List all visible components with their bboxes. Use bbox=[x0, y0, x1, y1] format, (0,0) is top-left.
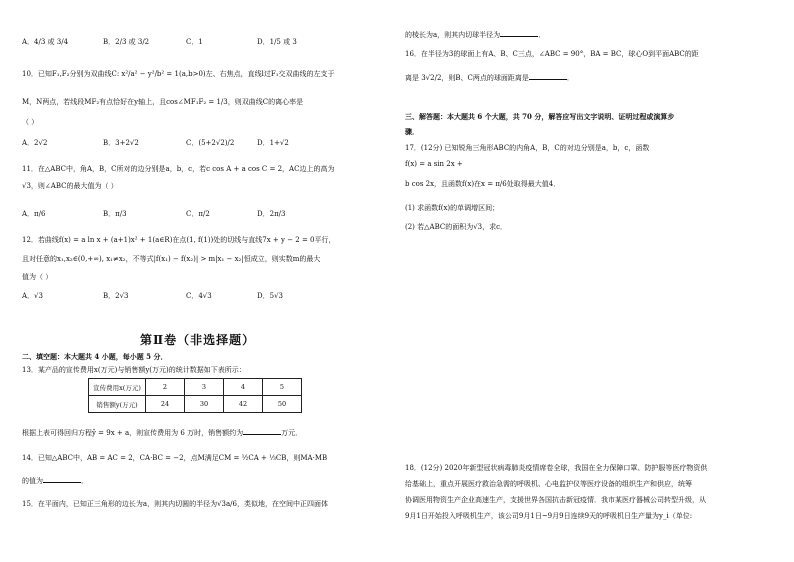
table-cell: 24 bbox=[146, 396, 185, 413]
q10-option-c: C．(5+2√2)/2 bbox=[186, 139, 235, 147]
table-row bbox=[89, 379, 302, 396]
table-cell: 42 bbox=[224, 396, 263, 413]
q14-prefix: 的值为 bbox=[22, 477, 43, 485]
q11-option-b: B．π/3 bbox=[103, 210, 127, 218]
q12-line-1: 12．若曲线f(x) = a ln x + (a+1)x² + 1(a∈R)在点(1, f(1))处的切线与直线7x + y − 2 = 0平行， bbox=[22, 236, 336, 244]
q9-option-c: C．1 bbox=[186, 38, 203, 46]
fill-in-section-header: 二、填空题：本大题共 4 小题，每小题 5 分． bbox=[22, 352, 168, 361]
table-cell: 30 bbox=[185, 396, 224, 413]
q12-option-c: C．4√3 bbox=[186, 292, 212, 300]
q15-answer-blank bbox=[500, 30, 538, 37]
q10-line-1: 10．已知F₁,F₂分别为双曲线C: x²/a² − y²/b² = 1(a,b>0)左、右焦点，直线l过F₁交双曲线的左支于 bbox=[22, 70, 335, 78]
q12-option-a: A．√3 bbox=[22, 292, 43, 300]
q18-line-1: 18．(12分) 2020年新型冠状病毒肺炎疫情席卷全球，我国在全力保障口罩、防护服等医疗物资供 bbox=[405, 464, 708, 472]
table-row bbox=[89, 396, 302, 413]
q17-line-3: b cos 2x，且函数f(x)在x = π/6处取得最大值4． bbox=[405, 180, 561, 188]
part-two-title: 第Ⅱ卷（非选择题） bbox=[140, 333, 256, 347]
table-cell: 3 bbox=[185, 379, 224, 396]
q10-option-a: A．2√2 bbox=[22, 139, 48, 147]
table-cell: 50 bbox=[263, 396, 302, 413]
q10-option-d: D．1+√2 bbox=[257, 139, 289, 147]
q16-end: ． bbox=[566, 74, 574, 82]
q15-line-1: 15．在平面内，已知正三角形的边长为a，则其内切圆的半径为√3a/6，类似地，在空间中正四面体 bbox=[22, 500, 328, 508]
q16-answer-blank bbox=[529, 73, 567, 80]
q15-end: ． bbox=[538, 31, 546, 39]
q17-line-1: 17．(12分) 已知锐角三角形ABC的内角A，B，C的对边分别是a，b，c，函数 bbox=[405, 144, 650, 152]
q9-option-a: A．4/3 或 3/4 bbox=[22, 38, 69, 46]
q11-option-a: A．π/6 bbox=[22, 210, 46, 218]
table-row-label: 销售额y(万元) bbox=[89, 396, 146, 413]
q9-option-d: D．1/5 或 3 bbox=[257, 38, 297, 46]
q10-line-2: M，N两点，若线段MF₂有点恰好在y轴上，且cos∠MF₁F₂ = 1/3，则双曲线C的离心率是 bbox=[22, 98, 304, 106]
q17-line-2: f(x) = a sin 2x + bbox=[405, 160, 463, 168]
q11-option-d: D．2π/3 bbox=[257, 210, 286, 218]
q13-unit: 万元． bbox=[281, 429, 303, 437]
q12-line-2: 且对任意的x₁,x₂∈(0,+∞), x₁≠x₂，不等式|f(x₁) − f(x₂)| > m|x₁ − x₂|恒成立，则实数m的最大 bbox=[22, 255, 321, 263]
q13-answer-blank bbox=[243, 428, 281, 435]
q10-answer-paren: （ ） bbox=[22, 118, 39, 126]
q18-line-3: 协调医用物资生产企业高速生产，支援世界各国抗击新冠疫情．我市某医疗器械公司转型升级，从 bbox=[405, 496, 706, 504]
solve-section-header: 三、解答题：本大题共 6 个大题，共 70 分，解答应写出文字说明、证明过程或演算步 bbox=[405, 112, 675, 121]
q10-option-b: B．3+2√2 bbox=[103, 139, 139, 147]
q18-line-4: 9月1日开始投入呼吸机生产，该公司9月1日~9月9日连续9天的呼吸机日生产量为y_i（单位: bbox=[405, 512, 693, 520]
q18-line-2: 给基础上，重点开展医疗救治急需的呼吸机、心电监护仪等医疗设备的组织生产和供应，统筹 bbox=[405, 480, 692, 488]
q15-continued-text: 的棱长为a，则其内切球半径为 bbox=[405, 31, 501, 39]
q16-line-2 bbox=[405, 73, 574, 83]
q17-sub-1: (1) 求函数f(x)的单调增区间； bbox=[405, 204, 500, 212]
q12-option-b: B．2√3 bbox=[103, 292, 129, 300]
q9-option-b: B．2/3 或 3/2 bbox=[103, 38, 150, 46]
solve-section-header-cont: 骤． bbox=[405, 127, 419, 136]
table-cell: 5 bbox=[263, 379, 302, 396]
q13-data-table bbox=[88, 378, 302, 413]
q13-text: 13．某产品的宣传费用x(万元)与销售额y(万元)的统计数据如下表所示： bbox=[22, 366, 246, 374]
q14-answer-blank bbox=[43, 476, 81, 483]
q12-line-3: 值为（ ） bbox=[22, 273, 53, 281]
q12-option-d: D．5√3 bbox=[257, 292, 283, 300]
q17-sub-2: (2) 若△ABC的面积为√3，求c． bbox=[405, 223, 508, 231]
q13-regression-text: 根据上表可得回归方程ŷ = 9x + a，则宣传费用为 6 万时，销售额约为 bbox=[22, 429, 244, 437]
q16-prefix: 离是 3√2/2，则B、C两点的球面距离是 bbox=[405, 74, 529, 82]
q14-line-1: 14．已知△ABC中，AB = AC = 2，CA·BC = −2，点M满足CM = ½CA + ⅓CB，则MA·MB bbox=[22, 454, 328, 462]
q14-end: ． bbox=[81, 477, 88, 485]
q14-line-2 bbox=[22, 476, 88, 486]
q11-line-1: 11．在△ABC中，角A，B，C所对的边分别是a，b，c，若c cos A + a cos C = 2，AC边上的高为 bbox=[22, 165, 335, 173]
table-cell: 2 bbox=[146, 379, 185, 396]
q11-option-c: C．π/2 bbox=[186, 210, 210, 218]
table-cell: 4 bbox=[224, 379, 263, 396]
q13-after-table bbox=[22, 428, 302, 438]
q15-continued bbox=[405, 30, 545, 40]
q11-line-2: √3，则∠ABC的最大值为（ ） bbox=[22, 182, 118, 190]
table-row-label: 宣传费用x(万元) bbox=[89, 379, 146, 396]
q16-line-1: 16．在半径为3的球面上有A、B、C三点，∠ABC = 90°，BA = BC，球心O到平面ABC的距 bbox=[405, 50, 699, 58]
